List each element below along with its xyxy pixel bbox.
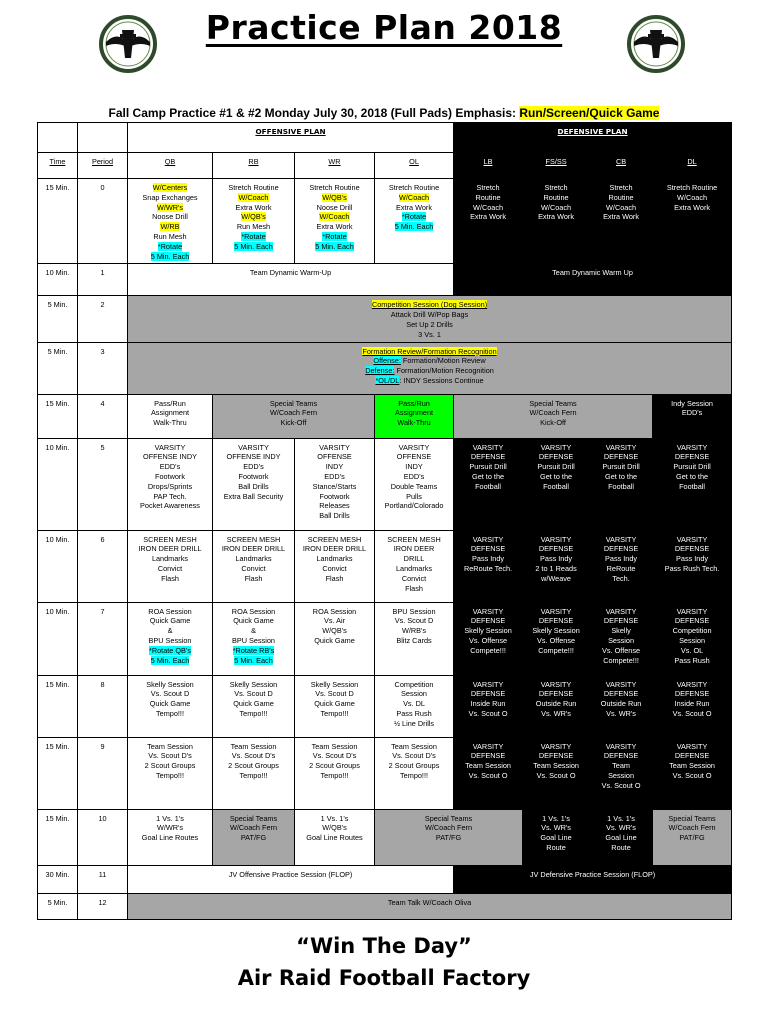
drill-cell: VARSITY DEFENSE Pass Indy ReRoute Tech. [590, 530, 653, 602]
drill-cell: SCREEN MESH IRON DEER DRILL Landmarks Convict Flash [128, 530, 213, 602]
footer-program-name: Air Raid Football Factory [237, 966, 531, 990]
drill-cell: ROA Session Vs. Air W/QB's Quick Game [295, 602, 375, 675]
column-header-wr: WR [295, 153, 375, 179]
table-row [38, 893, 732, 919]
drill-cell: Skelly Session Vs. Scout D Quick Game Tempo!!! [295, 675, 375, 737]
drill-cell: VARSITY OFFENSE INDY EDD's Footwork Drops/Sprints PAP Tech. Pocket Awareness [128, 438, 213, 530]
drill-cell: Stretch Routine W/Coach Extra Work [653, 179, 732, 264]
special-teams-cell: Special Teams W/Coach Fern PAT/FG [213, 809, 295, 865]
table-row [38, 264, 732, 296]
time-cell: 10 Min. [38, 438, 78, 530]
drill-cell: ROA Session Quick Game & BPU Session *Rotate QB's 5 Min. Each [128, 602, 213, 675]
drill-cell: SCREEN MESH IRON DEER DRILL Landmarks Convict Flash [213, 530, 295, 602]
drill-cell: Indy Session EDD's [653, 394, 732, 438]
drill-cell: W/Centers Snap Exchanges W/WR's Noose Drill W/RB Run Mesh *Rotate 5 Min. Each [128, 179, 213, 264]
header-blank [38, 123, 78, 153]
drill-cell: Skelly Session Vs. Scout D Quick Game Tempo!!! [213, 675, 295, 737]
header-blank [78, 123, 128, 153]
table-row [38, 737, 732, 809]
drill-cell: VARSITY DEFENSE Outside Run Vs. WR's [590, 675, 653, 737]
team-session-cell: Competition Session (Dog Session) Attack Drill W/Pop Bags Set Up 2 Drills 3 Vs. 1 [128, 296, 732, 342]
time-cell: 10 Min. [38, 602, 78, 675]
drill-cell: Pass/Run Assignment Walk-Thru [128, 394, 213, 438]
drill-cell: Skelly Session Vs. Scout D Quick Game Tempo!!! [128, 675, 213, 737]
time-cell: 15 Min. [38, 179, 78, 264]
column-header-ol: OL [375, 153, 454, 179]
drill-cell: VARSITY DEFENSE Inside Run Vs. Scout O [454, 675, 523, 737]
column-header-cb: CB [590, 153, 653, 179]
time-cell: 15 Min. [38, 737, 78, 809]
drill-cell: 1 Vs. 1's W/QB's Goal Line Routes [295, 809, 375, 865]
drill-cell: VARSITY DEFENSE Team Session Vs. Scout O [523, 737, 590, 809]
drill-cell: VARSITY DEFENSE Pass Indy ReRoute Tech. [454, 530, 523, 602]
drill-cell: 1 Vs. 1's Vs. WR's Goal Line Route [523, 809, 590, 865]
period-cell: 3 [78, 342, 128, 394]
drill-cell: VARSITY DEFENSE Pursuit Drill Get to the Football [454, 438, 523, 530]
time-cell: 5 Min. [38, 296, 78, 342]
drill-cell: VARSITY DEFENSE Team Session Vs. Scout O [590, 737, 653, 809]
column-header-period: Period [78, 153, 128, 179]
emphasis-highlight: Run/Screen/Quick Game [519, 106, 660, 120]
drill-cell: VARSITY DEFENSE Pursuit Drill Get to the Football [523, 438, 590, 530]
drill-cell: VARSITY OFFENSE INDY EDD's Footwork Ball Drills Extra Ball Security [213, 438, 295, 530]
period-cell: 7 [78, 602, 128, 675]
drill-cell: VARSITY DEFENSE Pursuit Drill Get to the Football [653, 438, 732, 530]
time-cell: 15 Min. [38, 675, 78, 737]
table-row [38, 438, 732, 530]
period-cell: 5 [78, 438, 128, 530]
offense-session-cell: Team Dynamic Warm-Up [128, 264, 454, 296]
column-header-rb: RB [213, 153, 295, 179]
column-header-qb: QB [128, 153, 213, 179]
period-cell: 9 [78, 737, 128, 809]
team-session-cell: Formation Review/Formation Recognition Offense: Formation/Motion Review Defense: Formation/Motion Recognition *OL/DL: INDY Sessions Continue [128, 342, 732, 394]
drill-cell: Stretch Routine W/Coach Extra Work [454, 179, 523, 264]
offensive-plan-header: OFFENSIVE PLAN [128, 123, 454, 153]
period-cell: 1 [78, 264, 128, 296]
defense-session-cell: JV Defensive Practice Session (FLOP) [454, 865, 732, 893]
drill-cell: VARSITY DEFENSE Team Session Vs. Scout O [454, 737, 523, 809]
drill-cell: Competition Session Vs. DL Pass Rush ½ Line Drills [375, 675, 454, 737]
period-cell: 4 [78, 394, 128, 438]
table-row [38, 602, 732, 675]
drill-cell: Team Session Vs. Scout D's 2 Scout Groups Tempo!!! [295, 737, 375, 809]
drill-cell: VARSITY DEFENSE Outside Run Vs. WR's [523, 675, 590, 737]
table-row [38, 865, 732, 893]
drill-cell: VARSITY OFFENSE INDY EDD's Double Teams Pulls Portland/Colorado [375, 438, 454, 530]
drill-cell: ROA Session Quick Game & BPU Session *Rotate RB's 5 Min. Each [213, 602, 295, 675]
special-teams-cell: Special Teams W/Coach Fern Kick-Off [454, 394, 653, 438]
drill-cell: SCREEN MESH IRON DEER DRILL Landmarks Convict Flash [295, 530, 375, 602]
time-cell: 15 Min. [38, 809, 78, 865]
special-teams-cell: Special Teams W/Coach Fern PAT/FG [375, 809, 523, 865]
time-cell: 5 Min. [38, 893, 78, 919]
drill-cell: Stretch Routine W/Coach Extra Work *Rotate 5 Min. Each [375, 179, 454, 264]
table-row [38, 342, 732, 394]
time-cell: 5 Min. [38, 342, 78, 394]
special-teams-cell: Special Teams W/Coach Fern PAT/FG [653, 809, 732, 865]
period-cell: 2 [78, 296, 128, 342]
drill-cell: Stretch Routine W/Coach Extra Work W/QB's Run Mesh *Rotate 5 Min. Each [213, 179, 295, 264]
time-cell: 15 Min. [38, 394, 78, 438]
column-header-time: Time [38, 153, 78, 179]
period-cell: 11 [78, 865, 128, 893]
drill-cell: VARSITY DEFENSE Pass Indy 2 to 1 Reads w/Weave [523, 530, 590, 602]
drill-cell: 1 Vs. 1's Vs. WR's Goal Line Route [590, 809, 653, 865]
practice-subtitle: Fall Camp Practice #1 & #2 Monday July 30, 2018 (Full Pads) Emphasis: Run/Screen/Quick Game [108, 106, 660, 120]
drill-cell: Team Session Vs. Scout D's 2 Scout Groups Tempo!!! [375, 737, 454, 809]
drill-cell: Team Session Vs. Scout D's 2 Scout Groups Tempo!!! [128, 737, 213, 809]
defensive-plan-header: DEFENSIVE PLAN [454, 123, 732, 153]
table-row [38, 675, 732, 737]
time-cell: 10 Min. [38, 530, 78, 602]
period-cell: 6 [78, 530, 128, 602]
table-row [38, 296, 732, 342]
period-cell: 10 [78, 809, 128, 865]
drill-cell: VARSITY DEFENSE Skelly Session Vs. Offense Compete!!! [523, 602, 590, 675]
drill-cell: VARSITY DEFENSE Pass Indy Pass Rush Tech. [653, 530, 732, 602]
period-cell: 12 [78, 893, 128, 919]
drill-cell: VARSITY DEFENSE Skelly Session Vs. Offense Compete!!! [454, 602, 523, 675]
drill-cell: Stretch Routine W/Coach Extra Work [523, 179, 590, 264]
drill-cell: VARSITY DEFENSE Pursuit Drill Get to the Football [590, 438, 653, 530]
drill-cell: 1 Vs. 1's W/WR's Goal Line Routes [128, 809, 213, 865]
page-title: Practice Plan 2018 [205, 8, 563, 47]
special-teams-cell: Special Teams W/Coach Fern Kick-Off [213, 394, 375, 438]
drill-cell: Pass/Run Assignment Walk-Thru [375, 394, 454, 438]
table-row [38, 394, 732, 438]
drill-cell: VARSITY OFFENSE INDY EDD's Stance/Starts Footwork Releases Ball Drills [295, 438, 375, 530]
drill-cell: VARSITY DEFENSE Team Session Vs. Scout O [653, 737, 732, 809]
column-header-dl: DL [653, 153, 732, 179]
table-row [38, 179, 732, 264]
table-row [38, 530, 732, 602]
drill-cell: VARSITY DEFENSE Skelly Session Vs. Offense Compete!!! [590, 602, 653, 675]
time-cell: 30 Min. [38, 865, 78, 893]
drill-cell: VARSITY DEFENSE Inside Run Vs. Scout O [653, 675, 732, 737]
drill-cell: BPU Session Vs. Scout D W/RB's Blitz Cards [375, 602, 454, 675]
team-session-cell: Team Talk W/Coach Oliva [128, 893, 732, 919]
practice-plan-table [37, 122, 732, 920]
drill-cell: Stretch Routine W/Coach Extra Work [590, 179, 653, 264]
drill-cell: Stretch Routine W/QB's Noose Drill W/Coach Extra Work *Rotate 5 Min. Each [295, 179, 375, 264]
drill-cell: Team Session Vs. Scout D's 2 Scout Groups Tempo!!! [213, 737, 295, 809]
time-cell: 10 Min. [38, 264, 78, 296]
defense-session-cell: Team Dynamic Warm Up [454, 264, 732, 296]
period-cell: 8 [78, 675, 128, 737]
footer-slogan: “Win The Day” [296, 934, 472, 958]
offense-session-cell: JV Offensive Practice Session (FLOP) [128, 865, 454, 893]
column-header-lb: LB [454, 153, 523, 179]
drill-cell: SCREEN MESH IRON DEER DRILL Landmarks Convict Flash [375, 530, 454, 602]
drill-cell: VARSITY DEFENSE Competition Session Vs. OL Pass Rush [653, 602, 732, 675]
column-header-fsss: FS/SS [523, 153, 590, 179]
table-row [38, 809, 732, 865]
period-cell: 0 [78, 179, 128, 264]
